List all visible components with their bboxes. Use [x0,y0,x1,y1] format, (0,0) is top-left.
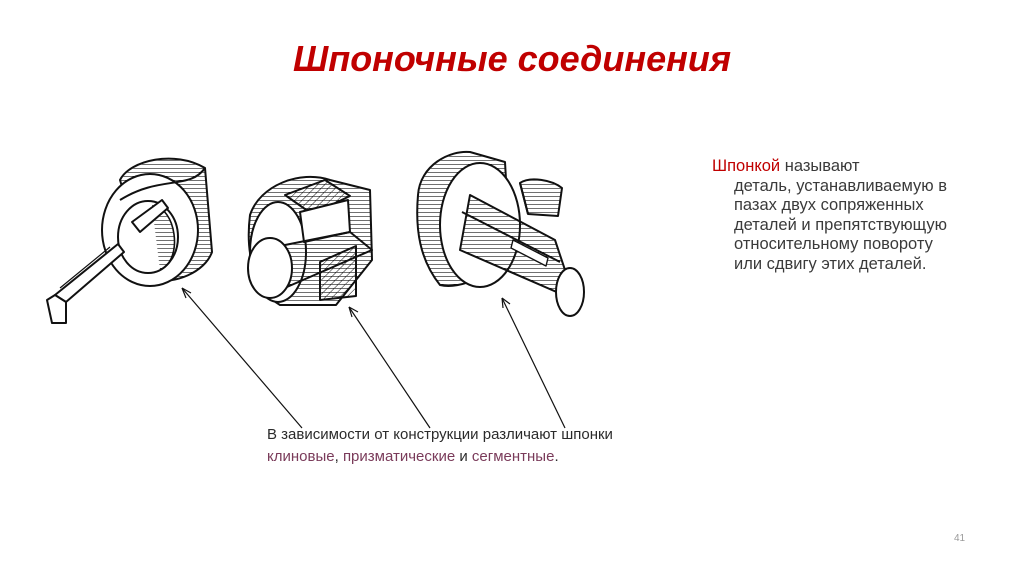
definition-first-line: называют [780,157,860,175]
slide-title: Шпоночные соединения [292,38,732,79]
segment-key-figure [417,152,584,316]
kind-segment: сегментные [471,448,555,465]
caption-intro: В зависимости от конструкции различают шпонки [267,426,613,443]
term-highlight: Шпонкой [712,157,781,175]
pointer-lines [182,288,565,428]
kind-prismatic: призматические [342,448,456,465]
wedge-key-figure [47,159,212,323]
caption-end: . [554,448,559,465]
definition-body: деталь, устанавливаемую в пазах двух сопряженных деталей и препятствующую относительному повороту или сдвигу этих деталей. [734,176,948,273]
key-definition [712,157,952,274]
caption-sep-1: , [334,448,343,465]
prismatic-key-figure [248,177,372,305]
page-number: 41 [954,533,966,544]
key-types-caption [267,424,737,468]
kind-wedge: клиновые [267,448,335,465]
caption-sep-2: и [455,448,472,465]
